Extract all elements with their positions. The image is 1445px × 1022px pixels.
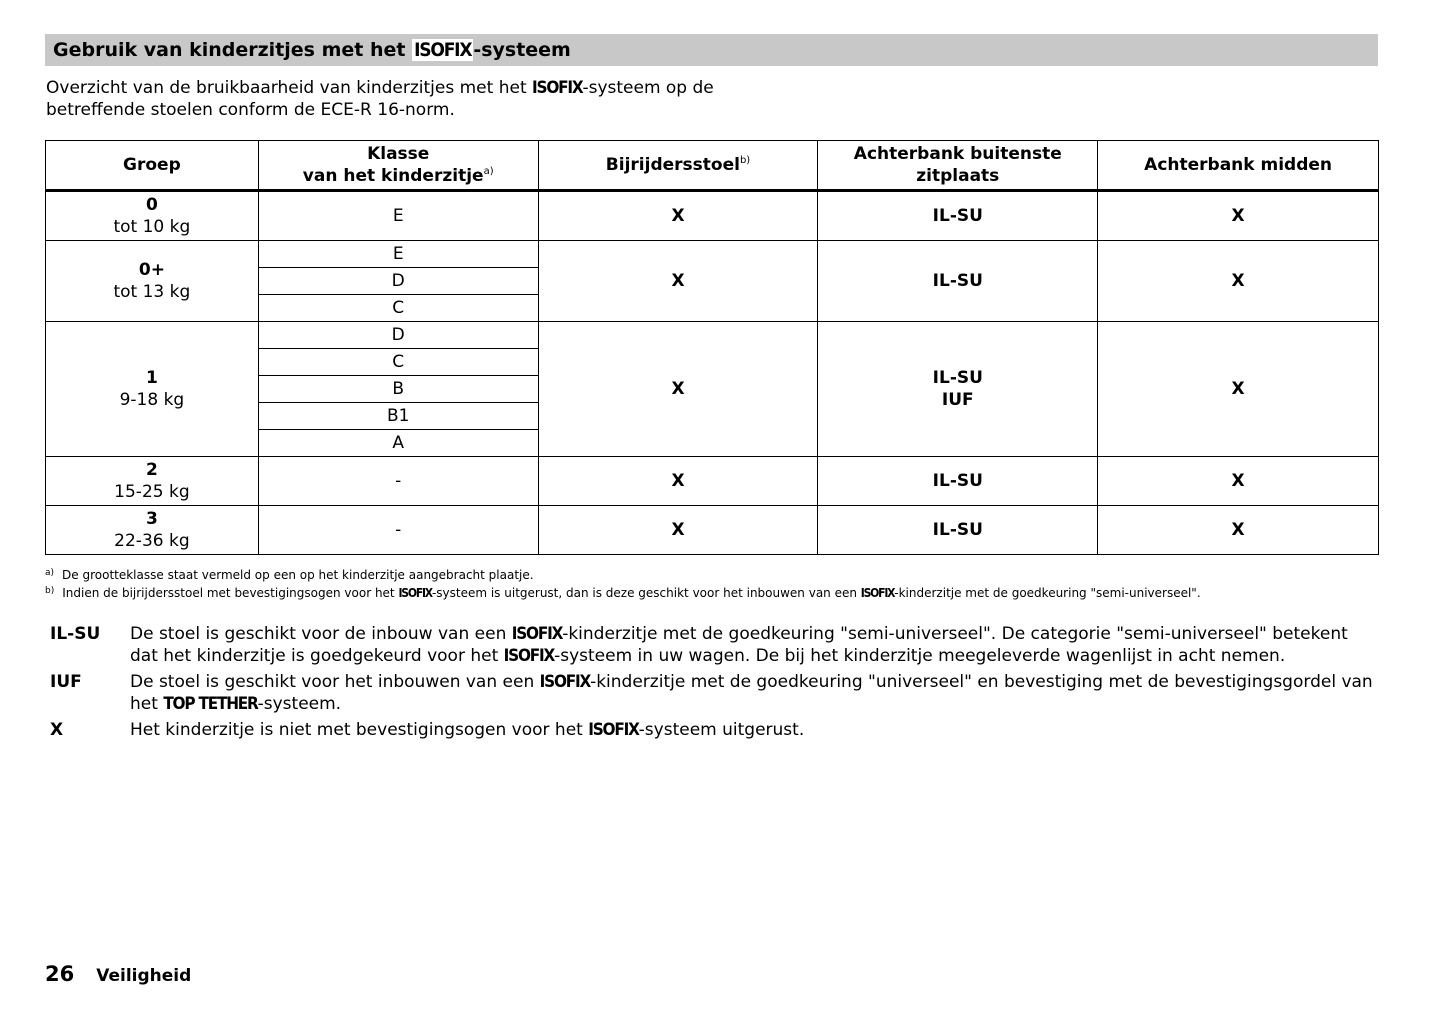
rear-middle-cell: X bbox=[1098, 241, 1379, 322]
section-title-text: Gebruik van kinderzitjes met het bbox=[53, 39, 413, 61]
rear-outer-cell: IL-SU bbox=[818, 241, 1098, 322]
table-header-row bbox=[46, 141, 1379, 191]
isofix-logo: ISOFIX bbox=[398, 586, 432, 600]
isofix-logo: ISOFIX bbox=[503, 646, 555, 666]
group-cell bbox=[46, 457, 259, 506]
header-groep: Groep bbox=[46, 141, 259, 191]
group-cell bbox=[46, 322, 259, 457]
rear-outer-cell: IL-SU bbox=[818, 191, 1098, 241]
header-buitenste: Achterbank buitenste zitplaats bbox=[818, 141, 1098, 191]
legend-definition bbox=[130, 623, 1380, 667]
legend-text: -systeem uitgerust. bbox=[638, 720, 805, 740]
class-cell: C bbox=[258, 349, 538, 376]
group-cell bbox=[46, 191, 259, 241]
intro-text: Overzicht van de bruikbaarheid van kinderzitjes met het bbox=[46, 78, 533, 98]
group-number: 2 bbox=[145, 460, 158, 480]
footnote-mark: b) bbox=[45, 586, 55, 596]
rear-outer-cell: IL-SU bbox=[818, 457, 1098, 506]
group-weight: tot 10 kg bbox=[113, 217, 191, 237]
footnote-text-3: -kinderzitje met de goedkeuring "semi-universeel". bbox=[894, 586, 1201, 600]
footnote-a bbox=[45, 566, 1385, 584]
rear-outer-cell: IL-SU bbox=[818, 506, 1098, 555]
passenger-seat-cell: X bbox=[538, 241, 818, 322]
class-cell: A bbox=[258, 430, 538, 457]
class-cell: E bbox=[258, 191, 538, 241]
table-row bbox=[46, 322, 1379, 349]
page-number: 26 bbox=[45, 962, 75, 986]
legend-term: IL-SU bbox=[50, 624, 101, 644]
group-number: 0+ bbox=[138, 260, 165, 280]
passenger-seat-cell: X bbox=[538, 506, 818, 555]
isofix-logo: ISOFIX bbox=[860, 586, 895, 600]
header-klasse-line1: Klasse bbox=[367, 144, 430, 164]
rear-outer-value: IL-SU bbox=[932, 368, 983, 388]
passenger-seat-cell: X bbox=[538, 322, 818, 457]
class-cell: D bbox=[258, 268, 538, 295]
isofix-logo: ISOFIX bbox=[539, 672, 591, 692]
class-cell: - bbox=[258, 506, 538, 555]
legend-term: X bbox=[50, 720, 64, 740]
header-bijrijder-label: Bijrijdersstoel bbox=[605, 155, 740, 175]
rear-middle-cell: X bbox=[1098, 322, 1379, 457]
intro-paragraph bbox=[46, 77, 746, 121]
legend-item-il-su bbox=[50, 623, 1380, 667]
footnote-text: Indien de bijrijdersstoel met bevestigingsogen voor het bbox=[62, 586, 399, 600]
group-weight: 22-36 kg bbox=[114, 531, 190, 551]
legend-text: -kinderzitje met de goedkeuring "universeel" en bevestiging met de bevestigingsgordel van het bbox=[130, 672, 1373, 714]
intro-text-line2: betreffende stoelen conform de ECE-R 16-norm. bbox=[46, 100, 455, 120]
group-cell bbox=[46, 506, 259, 555]
header-klasse bbox=[258, 141, 538, 191]
section-title-suffix: -systeem bbox=[473, 39, 571, 61]
passenger-seat-cell: X bbox=[538, 457, 818, 506]
isofix-logo: ISOFIX bbox=[532, 78, 583, 98]
footnote-mark: a) bbox=[45, 568, 55, 578]
class-cell: B1 bbox=[258, 403, 538, 430]
legend-definition bbox=[130, 671, 1380, 715]
header-klasse-line2: van het kinderzitje bbox=[302, 166, 484, 186]
footer-section-title: Veiligheid bbox=[96, 966, 192, 986]
footnote-text-2: -systeem is uitgerust, dan is deze geschikt voor het inbouwen van een bbox=[431, 586, 861, 600]
class-cell: D bbox=[258, 322, 538, 349]
passenger-seat-cell: X bbox=[538, 191, 818, 241]
header-bijrijder bbox=[538, 141, 818, 191]
table-row bbox=[46, 191, 1379, 241]
rear-middle-cell: X bbox=[1098, 506, 1379, 555]
group-weight: 15-25 kg bbox=[114, 482, 190, 502]
rear-middle-cell: X bbox=[1098, 457, 1379, 506]
rear-middle-cell: X bbox=[1098, 191, 1379, 241]
table-row bbox=[46, 241, 1379, 268]
legend-item-iuf bbox=[50, 671, 1380, 715]
rear-outer-cell bbox=[818, 322, 1098, 457]
group-number: 3 bbox=[145, 509, 158, 529]
intro-text-end: -systeem op de bbox=[582, 78, 714, 98]
footnote-ref-b: b) bbox=[739, 155, 751, 166]
legend-text: Het kinderzitje is niet met bevestigingsogen voor het bbox=[130, 720, 589, 740]
isofix-logo: ISOFIX bbox=[414, 39, 472, 61]
class-cell: C bbox=[258, 295, 538, 322]
class-cell: - bbox=[258, 457, 538, 506]
legend-text: -systeem in uw wagen. De bij het kinderzitje meegeleverde wagenlijst in acht nemen. bbox=[554, 646, 1286, 666]
table-row bbox=[46, 457, 1379, 506]
footnotes bbox=[45, 566, 1385, 602]
isofix-logo: ISOFIX bbox=[588, 720, 639, 740]
rear-outer-value-2: IUF bbox=[941, 390, 974, 410]
isofix-overview-table bbox=[45, 140, 1379, 555]
legend-text: De stoel is geschikt voor de inbouw van een bbox=[130, 624, 512, 644]
legend-item-x bbox=[50, 719, 1380, 741]
class-cell: E bbox=[258, 241, 538, 268]
group-number: 0 bbox=[145, 195, 158, 215]
footnote-ref-a: a) bbox=[483, 166, 494, 177]
table-row bbox=[46, 506, 1379, 555]
page-footer bbox=[45, 962, 191, 986]
top-tether-logo: TOP TETHER bbox=[163, 694, 258, 714]
class-cell: B bbox=[258, 376, 538, 403]
isofix-logo: ISOFIX bbox=[511, 624, 563, 644]
legend-term: IUF bbox=[50, 672, 82, 692]
legend bbox=[50, 623, 1380, 745]
footnote-text: De grootteklasse staat vermeld op een op het kinderzitje aangebracht plaatje. bbox=[62, 568, 534, 582]
group-weight: 9-18 kg bbox=[119, 390, 185, 410]
legend-text: De stoel is geschikt voor het inbouwen van een bbox=[130, 672, 540, 692]
legend-text: -systeem. bbox=[257, 694, 342, 714]
legend-text: -kinderzitje met de goedkeuring "semi-universeel". De categorie "semi-universeel" betekent dat het kinderzitje is goedgekeurd voor het bbox=[130, 624, 1348, 666]
group-number: 1 bbox=[145, 368, 158, 388]
footnote-b bbox=[45, 584, 1385, 602]
section-title bbox=[45, 34, 1378, 66]
group-cell bbox=[46, 241, 259, 322]
header-midden: Achterbank midden bbox=[1098, 141, 1379, 191]
legend-definition bbox=[130, 719, 1380, 741]
group-weight: tot 13 kg bbox=[113, 282, 191, 302]
